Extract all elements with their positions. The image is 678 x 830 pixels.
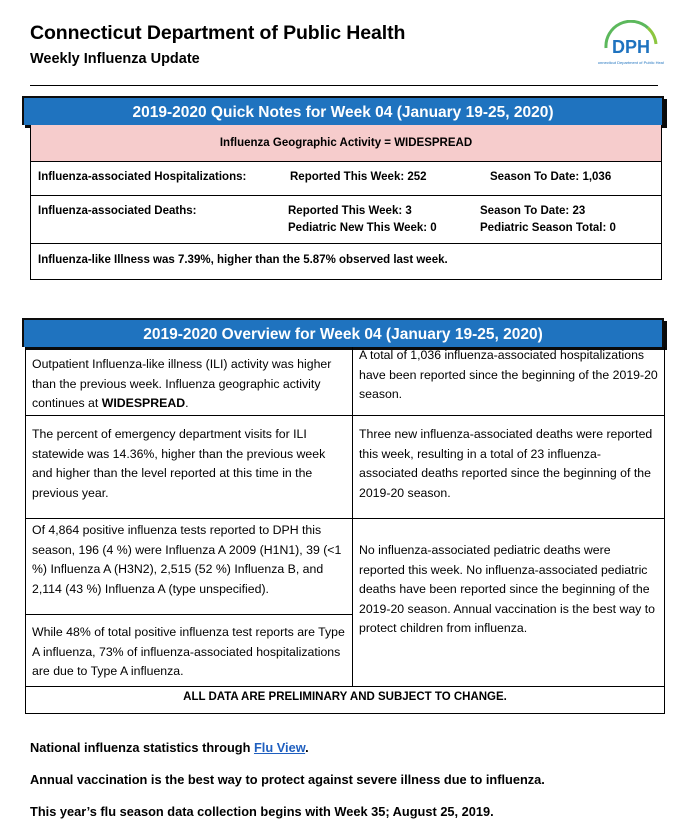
- vaccination-line: Annual vaccination is the best way to protect against severe illness due to influenza.: [30, 772, 545, 787]
- widespread-text: WIDESPREAD: [101, 396, 186, 410]
- logo-caption: Connecticut Department of Public Health: [598, 60, 664, 65]
- preliminary-note: ALL DATA ARE PRELIMINARY AND SUBJECT TO CHANGE.: [183, 691, 507, 703]
- dph-logo: [598, 20, 664, 74]
- pediatric-week: Pediatric New This Week: 0: [288, 222, 437, 234]
- hosp-label: Influenza-associated Hospitalizations:: [38, 171, 247, 183]
- row-divider: [26, 686, 664, 687]
- overview-deaths-cell: Three new influenza-associated deaths were reported this week, resulting in a total of 23 influenza-associated deaths reported since the beginning of the 2019-20 season.: [359, 427, 653, 500]
- quick-notes-table: [30, 125, 662, 280]
- ili-row: [31, 244, 661, 279]
- overview-tests-cell: Of 4,864 positive influenza tests reported to DPH this season, 196 (4 %) were Influenza A 2009 (H1N1), 39 (<1 %) Influenza A (H3N2), 2,515 (52 %) Influenza B, and 2,114 (43 %) Influenza A (type unspecified).: [32, 523, 342, 596]
- overview-ili-cell: Outpatient Influenza-like illness (ILI) activity was higher than the previous week. Influenza geographic activity continues at WIDESPREAD.: [32, 357, 332, 410]
- deaths-row: [31, 196, 661, 244]
- overview-banner: 2019-2020 Overview for Week 04 (January 19-25, 2020): [22, 318, 664, 347]
- deaths-week: Reported This Week: 3: [288, 205, 412, 217]
- header-divider: [30, 85, 658, 86]
- page-subtitle: Weekly Influenza Update: [30, 51, 200, 67]
- national-stats-line: National influenza statistics through Flu View.: [30, 740, 309, 755]
- overview-ed-cell: The percent of emergency department visits for ILI statewide was 14.36%, higher than the previous week and higher than the level reported at this time in the previous year.: [32, 427, 326, 500]
- overview-pediatric-cell: No influenza-associated pediatric deaths were reported this week. No influenza-associated pediatric deaths have been reported since the beginning of the 2019-20 season. Annual vaccination is the best way to protect children from influenza.: [359, 543, 656, 635]
- geographic-activity: Influenza Geographic Activity = WIDESPREAD: [31, 125, 661, 162]
- overview-table: [25, 347, 665, 714]
- row-divider: [26, 518, 664, 519]
- quick-notes-banner: 2019-2020 Quick Notes for Week 04 (January 19-25, 2020): [22, 96, 664, 125]
- deaths-label: Influenza-associated Deaths:: [38, 205, 197, 217]
- overview-typea-cell: While 48% of total positive influenza test reports are Type A influenza, 73% of influenza-associated hospitalizations are due to Type A influenza.: [32, 625, 345, 678]
- deaths-season: Season To Date: 23: [480, 205, 586, 217]
- overview-hosp-cell: A total of 1,036 influenza-associated hospitalizations have been reported since the beginning of the 2019-20 season.: [359, 348, 658, 401]
- flu-view-link[interactable]: Flu View: [253, 740, 306, 755]
- row-divider: [26, 614, 352, 615]
- logo-text: DPH: [611, 37, 651, 57]
- hosp-season: Season To Date: 1,036: [490, 171, 612, 183]
- quick-notes-section: [22, 96, 664, 280]
- ili-text: Influenza-like Illness was 7.39%, higher than the 5.87% observed last week.: [38, 254, 448, 266]
- pediatric-season: Pediatric Season Total: 0: [480, 222, 616, 234]
- hosp-week: Reported This Week: 252: [290, 171, 427, 183]
- page-title: Connecticut Department of Public Health: [30, 22, 406, 44]
- overview-section: [22, 318, 664, 714]
- hospitalizations-row: [31, 162, 661, 196]
- row-divider: [26, 415, 664, 416]
- season-start-line: This year’s flu season data collection begins with Week 35; August 25, 2019.: [30, 804, 494, 819]
